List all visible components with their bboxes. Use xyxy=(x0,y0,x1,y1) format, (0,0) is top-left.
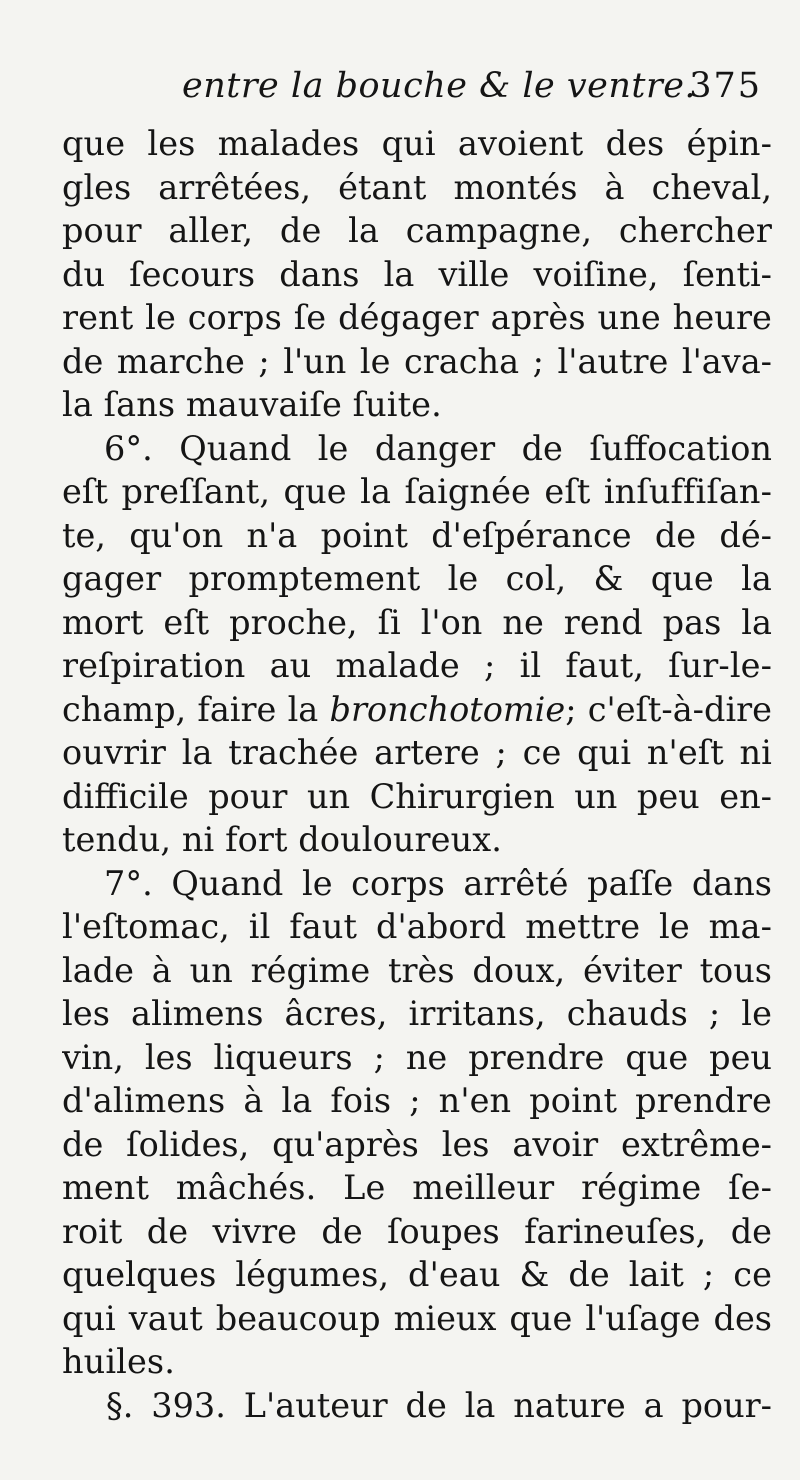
text-line: que les malades qui avoient des épin- xyxy=(62,124,772,163)
text-line: pour aller, de la campagne, chercher xyxy=(62,211,772,250)
text-line: d'alimens à la fois ; n'en point prendre xyxy=(62,1081,772,1120)
text-segment: champ, faire la xyxy=(62,689,330,729)
text-line: quelques légumes, d'eau & de lait ; ce xyxy=(62,1255,772,1294)
text-line: rent le corps ſe dégager après une heure xyxy=(62,298,772,337)
text-line: la ſans mauvaiſe ſuite. xyxy=(62,385,442,424)
text-line: gager promptement le col, & que la xyxy=(62,559,772,598)
text-line: lade à un régime très doux, éviter tous xyxy=(62,950,772,990)
text-line: huiles. xyxy=(62,1342,175,1381)
text-line: l'eſtomac, il faut d'abord mettre le ma- xyxy=(62,907,772,946)
running-head xyxy=(60,66,772,116)
text-line: tendu, ni fort douloureux. xyxy=(62,820,503,859)
paragraph-6-start: 6°. Quand le danger de ſuffocation xyxy=(104,428,772,468)
italic-term: bronchotomie xyxy=(329,689,566,729)
text-line: ouvrir la trachée artere ; ce qui n'eſt ni xyxy=(62,733,772,772)
text-line: reſpiration au malade ; il faut, ſur-le- xyxy=(62,646,772,685)
body-text xyxy=(62,122,772,1427)
running-title: entre la bouche & le ventre. xyxy=(182,66,697,106)
text-line: de marche ; l'un le cracha ; l'autre l'ava- xyxy=(62,341,772,381)
text-line: eſt preſſant, que la ſaignée eſt inſuffiſan- xyxy=(62,472,772,511)
text-line: du ſecours dans la ville voiſine, ſenti- xyxy=(62,254,772,294)
paragraph-7-start: 7°. Quand le corps arrêté paſſe dans xyxy=(104,863,772,903)
text-line: de ſolides, qu'après les avoir extrême- xyxy=(62,1124,772,1164)
text-line-with-italic xyxy=(62,688,772,732)
text-line: gles arrêtées, étant montés à cheval, xyxy=(62,167,772,207)
text-line: qui vaut beaucoup mieux que l'uſage des xyxy=(62,1298,772,1338)
text-line: mort eſt proche, ſi l'on ne rend pas la xyxy=(62,602,772,642)
text-line: difficile pour un Chirurgien un peu en- xyxy=(62,776,772,816)
text-line: vin, les liqueurs ; ne prendre que peu xyxy=(62,1037,772,1077)
text-line: ment mâchés. Le meilleur régime ſe- xyxy=(62,1168,772,1207)
section-393-start: §. 393. L'auteur de la nature a pour- xyxy=(106,1385,772,1425)
text-line: roit de vivre de ſoupes farineuſes, de xyxy=(62,1211,772,1251)
text-line: te, qu'on n'a point d'eſpérance de dé- xyxy=(62,515,772,555)
text-line: les alimens âcres, irritans, chauds ; le xyxy=(62,994,772,1033)
page-number: 375 xyxy=(689,66,762,106)
text-segment: ; c'eſt-à-dire xyxy=(565,689,772,729)
